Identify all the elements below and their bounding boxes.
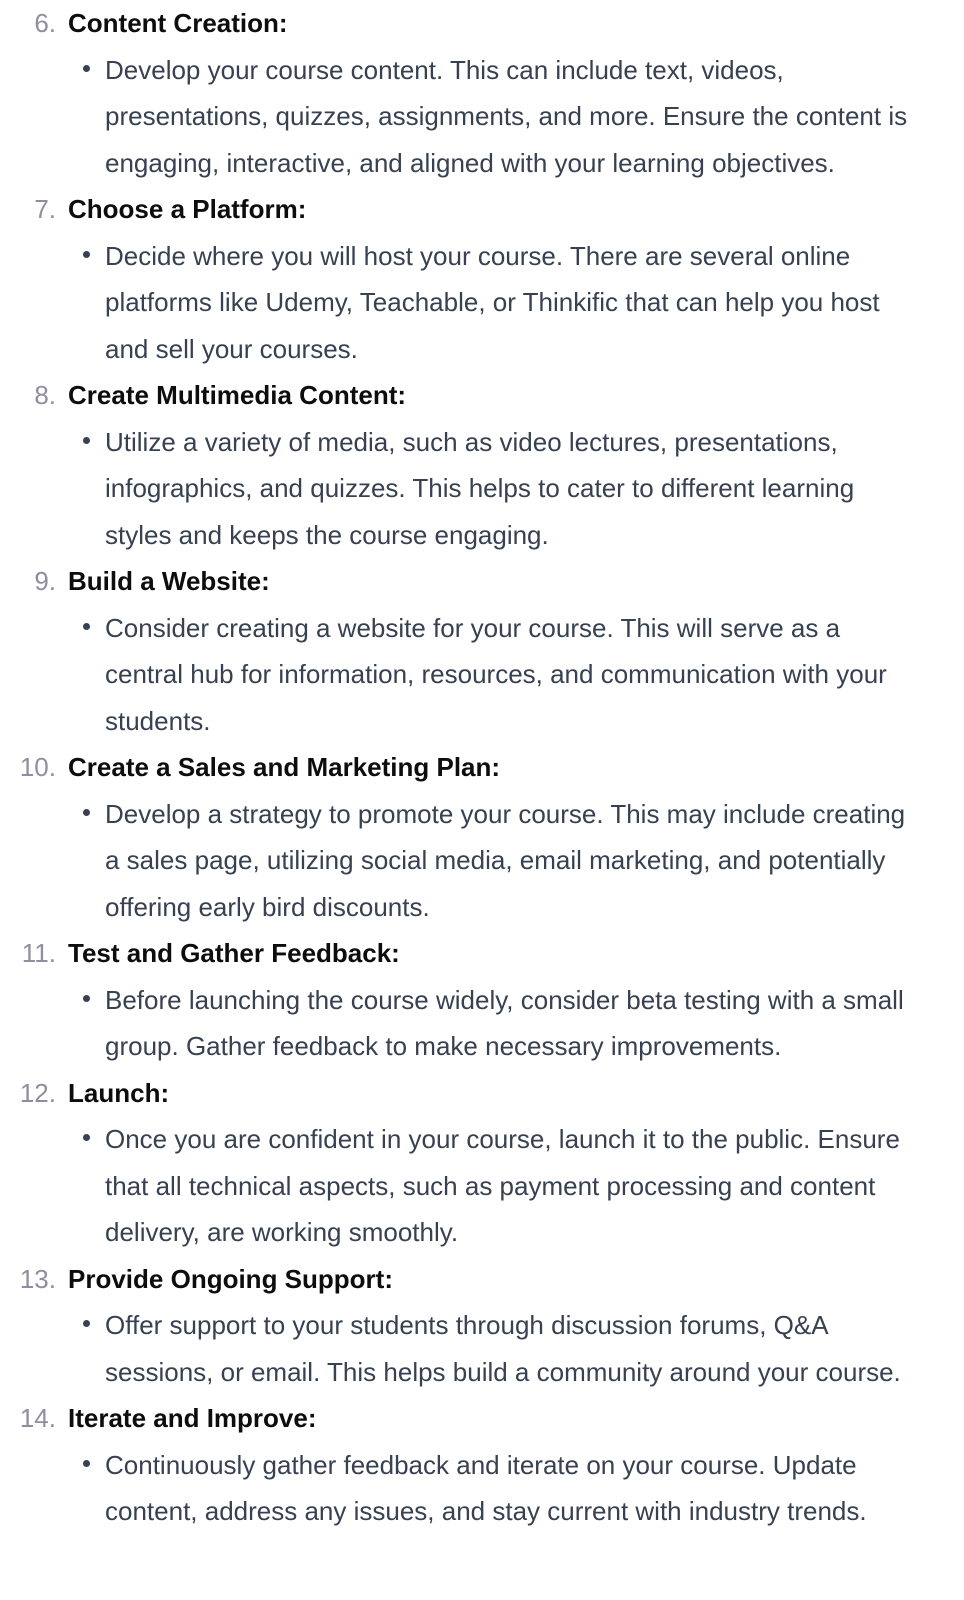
bullet-item	[68, 233, 925, 373]
step-number: 8.	[34, 380, 56, 410]
step-bullets	[68, 47, 964, 187]
step-number: 7.	[34, 194, 56, 224]
step-number: 12.	[19, 1077, 56, 1108]
bullet-text: Offer support to your students through discussion forums, Q&A sessions, or email. This helps build a community around your course.	[105, 1310, 901, 1387]
step-bullets	[68, 233, 964, 373]
step-title: Test and Gather Feedback:	[68, 938, 400, 968]
step-item-14	[0, 1395, 964, 1535]
bullet-text: Develop your course content. This can include text, videos, presentations, quizzes, assignments, and more. Ensure the content is engaging, interactive, and aligned with your learning objectives.	[105, 54, 908, 178]
step-item-8	[0, 372, 964, 558]
step-bullets	[68, 1302, 964, 1395]
step-item-11	[0, 930, 964, 1070]
bullet-dot-icon	[83, 1460, 90, 1467]
step-title: Launch:	[68, 1077, 170, 1108]
bullet-dot-icon	[83, 65, 90, 72]
step-title: Create a Sales and Marketing Plan:	[68, 752, 501, 782]
step-header	[34, 558, 964, 605]
bullet-item	[68, 605, 925, 745]
step-number: 6.	[34, 8, 56, 38]
bullet-item	[68, 47, 925, 187]
step-bullets	[68, 791, 964, 931]
bullet-text: Before launching the course widely, consider beta testing with a small group. Gather feedback to make necessary improvements.	[105, 984, 904, 1061]
step-title: Build a Website:	[68, 566, 270, 596]
step-title: Iterate and Improve:	[68, 1403, 317, 1433]
step-item-9	[0, 558, 964, 744]
bullet-dot-icon	[83, 809, 90, 816]
bullet-item	[68, 1302, 925, 1395]
bullet-dot-icon	[83, 251, 90, 258]
bullet-dot-icon	[83, 995, 90, 1002]
bullet-text: Continuously gather feedback and iterate on your course. Update content, address any issues, and stay current with industry trends.	[105, 1449, 867, 1526]
bullet-item	[68, 1442, 925, 1535]
step-header	[19, 1395, 964, 1442]
bullet-dot-icon	[83, 1134, 90, 1141]
bullet-dot-icon	[83, 437, 90, 444]
step-header	[19, 1256, 964, 1303]
bullet-text: Consider creating a website for your course. This will serve as a central hub for information, resources, and communication with your students.	[105, 612, 887, 736]
step-bullets	[68, 419, 964, 559]
bullet-dot-icon	[83, 1320, 90, 1327]
step-header	[19, 744, 964, 791]
bullet-item	[68, 977, 925, 1070]
step-number: 10.	[19, 752, 56, 782]
step-item-7	[0, 186, 964, 372]
step-header	[21, 930, 964, 977]
bullet-dot-icon	[83, 623, 90, 630]
step-bullets	[68, 1116, 964, 1256]
step-header	[19, 1070, 964, 1117]
step-title: Provide Ongoing Support:	[68, 1263, 393, 1294]
step-item-10	[0, 744, 964, 930]
step-bullets	[68, 1442, 964, 1535]
step-item-12	[0, 1070, 964, 1256]
step-number: 11.	[21, 938, 56, 968]
step-number: 9.	[34, 566, 56, 596]
bullet-text: Develop a strategy to promote your course. This may include creating a sales page, utilizing social media, email marketing, and potentially offering early bird discounts.	[105, 798, 906, 922]
step-number: 14.	[19, 1403, 56, 1433]
step-number: 13.	[19, 1263, 56, 1294]
step-title: Create Multimedia Content:	[68, 380, 407, 410]
bullet-item	[68, 1116, 925, 1256]
step-header	[34, 0, 964, 47]
step-bullets	[68, 977, 964, 1070]
bullet-text: Decide where you will host your course. There are several online platforms like Udemy, Teachable, or Thinkific that can help you host and sell your courses.	[105, 240, 880, 364]
step-header	[34, 372, 964, 419]
step-item-13	[0, 1256, 964, 1396]
step-header	[34, 186, 964, 233]
step-bullets	[68, 605, 964, 745]
bullet-text: Utilize a variety of media, such as video lectures, presentations, infographics, and quizzes. This helps to cater to different learning styles and keeps the course engaging.	[105, 426, 855, 550]
bullet-item	[68, 419, 925, 559]
step-title: Content Creation:	[68, 8, 288, 38]
bullet-text: Once you are confident in your course, launch it to the public. Ensure that all technical aspects, such as payment processing and content delivery, are working smoothly.	[105, 1124, 900, 1247]
step-item-6	[0, 0, 964, 186]
bullet-item	[68, 791, 925, 931]
step-title: Choose a Platform:	[68, 194, 307, 224]
